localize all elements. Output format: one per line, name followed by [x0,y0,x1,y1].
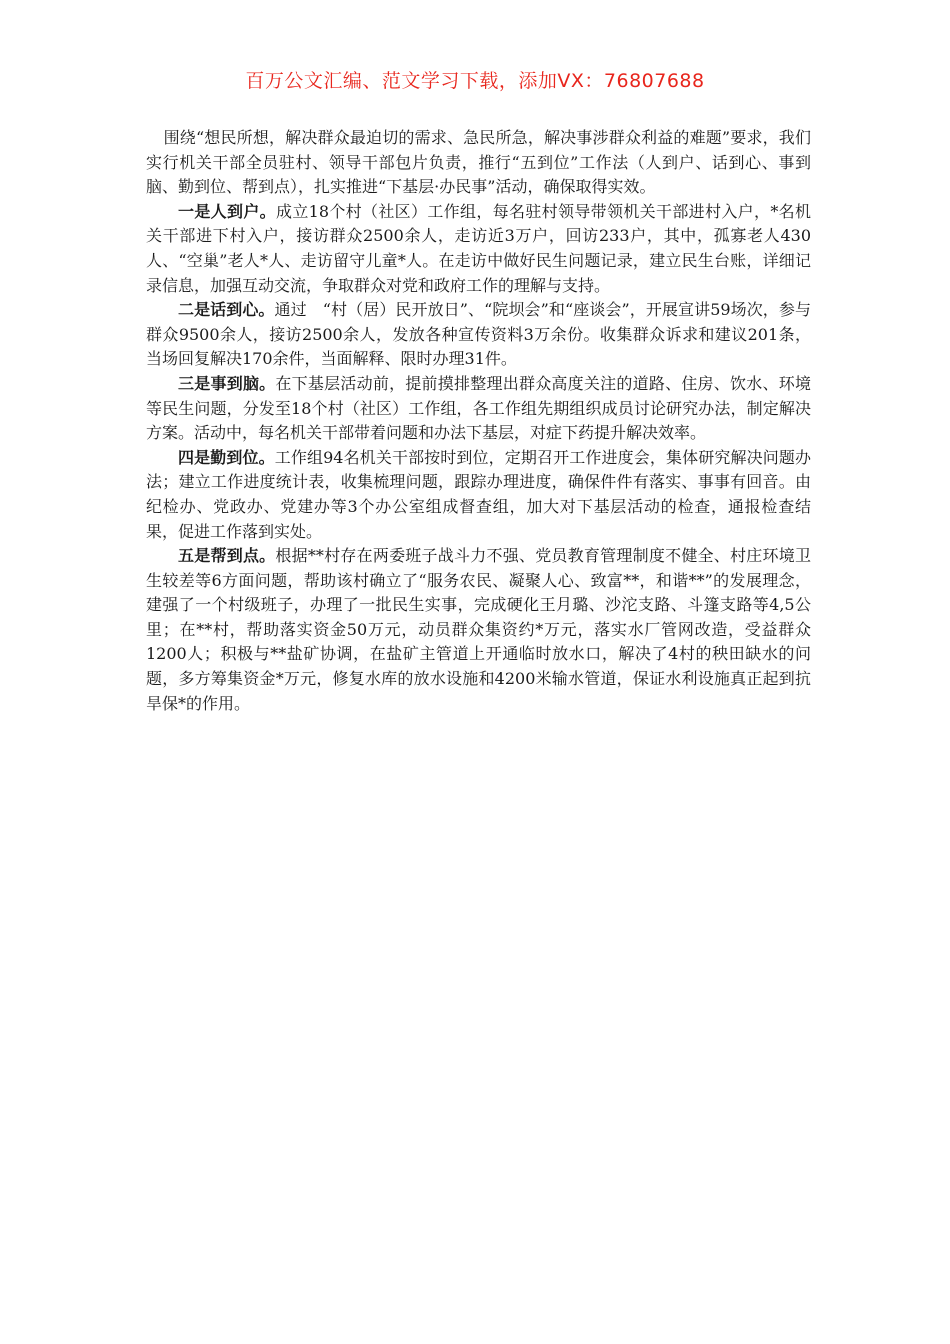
intro-paragraph: 围绕“想民所想，解决群众最迫切的需求、急民所急，解决事涉群众利益的难题”要求，我们实行机关干部全员驻村、领导干部包片负责，推行“五到位”工作法（人到户、话到心、事到脑、勤到位、帮到点），扎实推进“下基层·办民事”活动，确保取得实效。 [146,128,811,197]
section-text: 通过 “村（居）民开放日”、“院坝会”和“座谈会”，开展宣讲59场次，参与群众9500余人，接访2500余人，发放各种宣传资料3万余份。收集群众诉求和建议201条，当场回复解决170余件，当面解释、限时办理31件。 [146,300,811,369]
section-text: 在下基层活动前，提前摸排整理出群众高度关注的道路、住房、饮水、环境等民生问题，分发至18个村（社区）工作组，各工作组先期组织成员讨论研究办法，制定解决方案。活动中，每名机关干部带着问题和办法下基层，对症下药提升解决效率。 [146,373,811,443]
section-paragraph-4 [146,446,811,544]
section-paragraph-2 [146,298,811,372]
section-lead: 三是事到脑。 [178,373,276,393]
section-text: 工作组94名机关干部按时到位，定期召开工作进度会，集体研究解决问题办法；建立工作进度统计表，收集梳理问题，跟踪办理进度，确保件件有落实、事事有回音。由纪检办、党政办、党建办等3个办公室组成督查组，加大对下基层活动的检查，通报检查结果，促进工作落到实处。 [146,447,811,541]
section-lead: 一是人到户。 [178,201,276,221]
section-paragraph-1 [146,200,811,298]
section-lead: 五是帮到点。 [178,546,276,566]
section-text: 成立18个村（社区）工作组，每名驻村领导带领机关干部进村入户，*名机关干部进下村入户，接访群众2500余人，走访近3万户，回访233户，其中，孤寡老人430人、“空巢”老人*人、走访留守儿童*人。在走访中做好民生问题记录，建立民生台账，详细记录信息，加强互动交流，争取群众对党和政府工作的理解与支持。 [146,201,811,295]
header-banner: 百万公文汇编、范文学习下载，添加VX：76807688 [245,70,705,92]
section-paragraph-5 [146,544,811,716]
section-text: 根据**村存在两委班子战斗力不强、党员教育管理制度不健全、村庄环境卫生较差等6方面问题，帮助该村确立了“服务农民、凝聚人心、致富**，和谐**”的发展理念，建强了一个村级班子，办理了一批民生实事，完成硬化王月璐、沙沱支路、斗篷支路等4,5公里；在**村，帮助落实资金50万元，动员群众集资约*万元，落实水厂管网改造，受益群众1200人；积极与**盐矿协调，在盐矿主管道上开通临时放水口，解决了4村的秧田缺水的问题，多方筹集资金*万元，修复水库的放水设施和4200米输水管道，保证水利设施真正起到抗旱保*的作用。 [146,546,811,713]
section-lead: 二是话到心。 [178,300,275,320]
document-body [146,126,811,716]
section-lead: 四是勤到位。 [178,447,275,467]
section-paragraph-3 [146,372,811,446]
